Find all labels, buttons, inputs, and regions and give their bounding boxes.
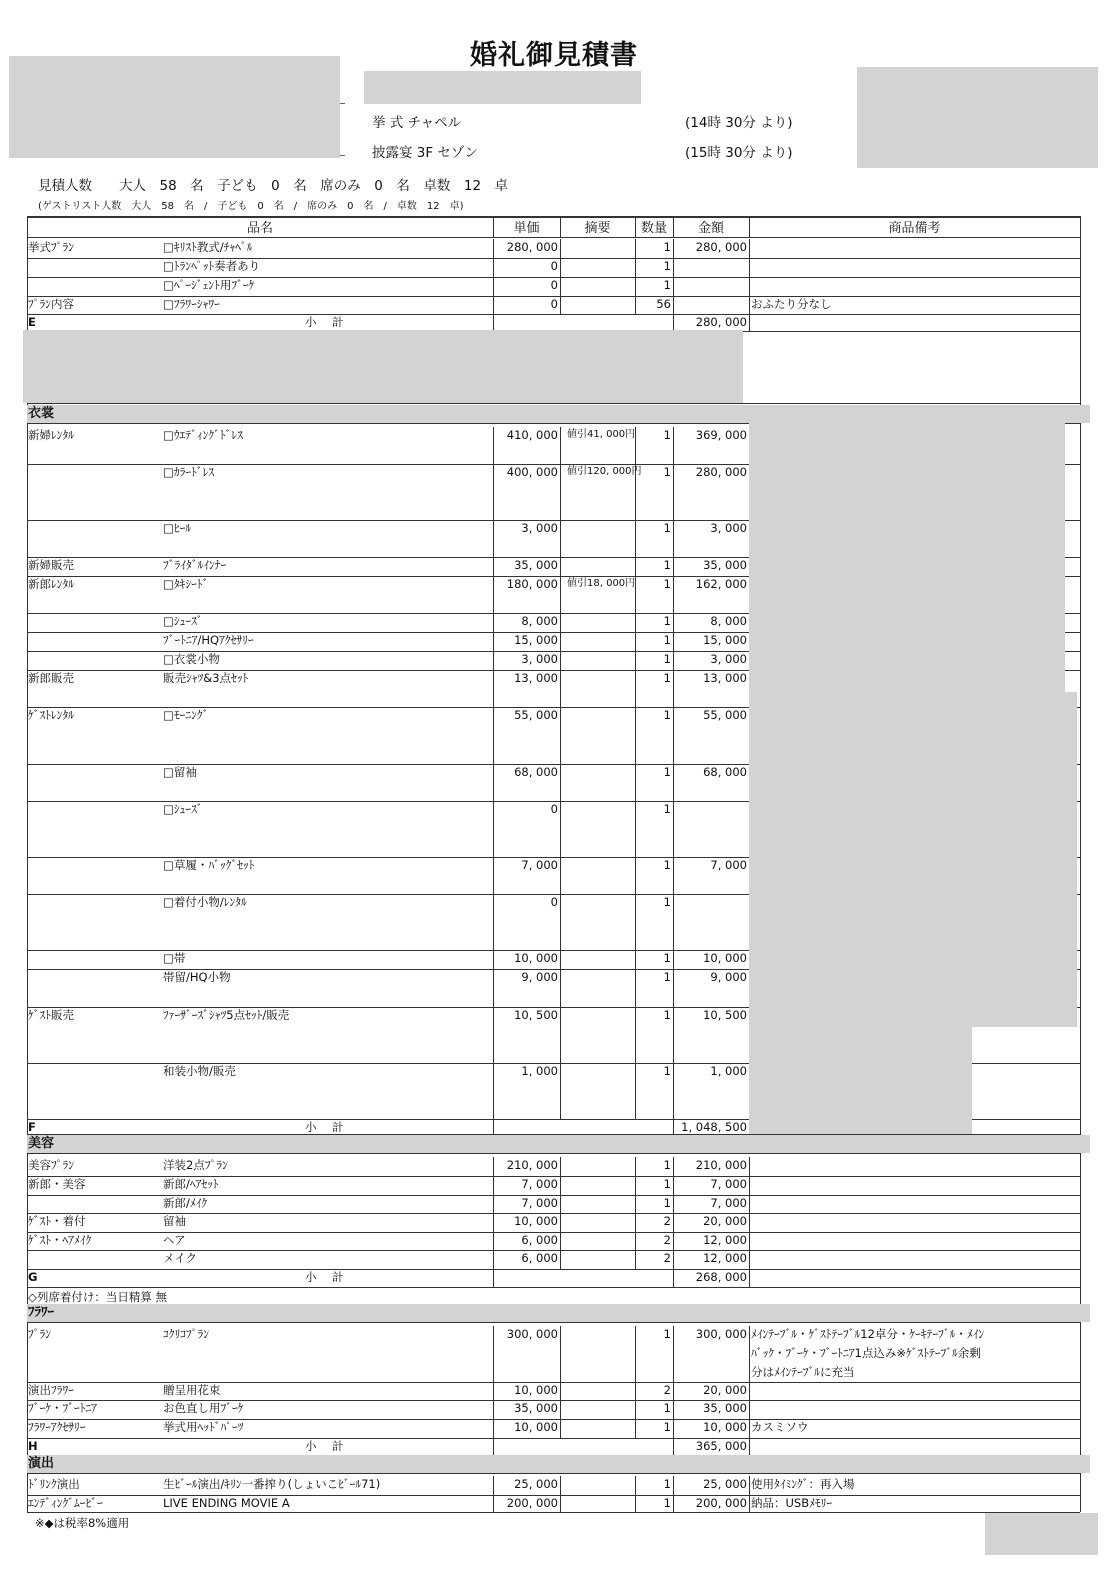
quantity-cell: 1 <box>663 1008 671 1022</box>
header-quantity: 数量 <box>640 221 667 236</box>
item-cell: □ｼｭｰｽﾞ <box>163 614 203 628</box>
item-cell: □ﾄﾗﾝﾍﾟｯﾄ奏者あり <box>163 259 261 273</box>
quantity-cell: 1 <box>663 652 671 666</box>
unit-price-cell: 35, 000 <box>514 1401 558 1415</box>
item-cell: 新郎/ﾒｲｸ <box>163 1196 208 1210</box>
unit-price-cell: 13, 000 <box>514 671 558 685</box>
quantity-cell: 1 <box>663 708 671 722</box>
cell-divider <box>560 1495 561 1512</box>
subtotal-amount: 280, 000 <box>695 315 747 329</box>
item-cell: ｺｸﾘｺﾌﾟﾗﾝ <box>163 1327 209 1341</box>
amount-cell: 8, 000 <box>710 614 747 628</box>
cell-divider <box>749 1176 750 1195</box>
cell-divider <box>749 296 750 314</box>
quantity-cell: 1 <box>663 614 671 628</box>
amount-cell: 68, 000 <box>703 765 747 779</box>
category-cell: ﾌﾞｰｹ・ﾌﾞｰﾄﾆｱ <box>28 1401 97 1415</box>
ceremony-time: (14時 30分 より) <box>685 115 793 131</box>
amount-cell: 35, 000 <box>703 558 747 572</box>
tax-note: ※◆は税率8%適用 <box>35 1516 130 1530</box>
unit-price-cell: 1, 000 <box>521 1064 558 1078</box>
cell-divider <box>560 764 561 801</box>
cell-divider <box>749 1232 750 1250</box>
redacted-block <box>364 71 641 104</box>
redacted-block <box>749 422 1065 692</box>
amount-cell: 15, 000 <box>703 633 747 647</box>
amount-cell: 10, 500 <box>703 1008 747 1022</box>
category-cell: ｹﾞｽﾄ・着付 <box>28 1214 86 1228</box>
item-cell: ﾌｧｰｻﾞｰｽﾞｼｬﾂ5点ｾｯﾄ/販売 <box>163 1008 290 1022</box>
quantity-cell: 1 <box>663 259 671 273</box>
cell-divider <box>560 857 561 894</box>
unit-price-cell: 3, 000 <box>521 652 558 666</box>
redacted-block <box>857 67 1098 168</box>
category-cell: ﾄﾞﾘﾝｸ演出 <box>28 1477 80 1491</box>
cell-divider <box>749 1419 750 1438</box>
cell-divider <box>560 670 561 707</box>
quantity-cell: 1 <box>663 1420 671 1434</box>
unit-price-cell: 7, 000 <box>521 1177 558 1191</box>
header-divider <box>635 216 636 237</box>
cell-divider <box>749 1495 750 1512</box>
quantity-cell: 1 <box>663 633 671 647</box>
cell-divider <box>749 1157 750 1176</box>
remarks-cell: 使用ﾀｲﾐﾝｸﾞ：再入場 <box>751 1477 855 1491</box>
cell-divider <box>560 296 561 314</box>
quantity-cell: 1 <box>663 671 671 685</box>
flower-top <box>27 1322 1080 1323</box>
amount-cell: 12, 000 <box>703 1251 747 1265</box>
cell-divider <box>493 314 494 331</box>
unit-price-cell: 0 <box>550 259 558 273</box>
item-cell: 洋装2点ﾌﾟﾗﾝ <box>163 1158 228 1172</box>
item-cell: □ﾋｰﾙ <box>163 521 192 535</box>
item-cell: ﾌﾞｰﾄﾆｱ/HQｱｸｾｻﾘｰ <box>163 633 254 647</box>
quantity-cell: 1 <box>663 1401 671 1415</box>
amount-cell: 10, 000 <box>703 1420 747 1434</box>
summary-cell: 値引41, 000円 <box>567 429 636 440</box>
redacted-block <box>985 1513 1098 1555</box>
item-cell: お色直し用ﾌﾞｰｹ <box>163 1401 244 1415</box>
item-cell: 帯留/HQ小物 <box>163 970 231 984</box>
cell-divider <box>749 1382 750 1400</box>
unit-price-cell: 10, 000 <box>514 1214 558 1228</box>
subtotal-code: E <box>28 315 36 329</box>
quantity-cell: 1 <box>663 428 671 442</box>
quantity-cell: 1 <box>663 1327 671 1341</box>
cell-divider <box>749 1438 750 1455</box>
performance-top <box>27 1473 1080 1474</box>
amount-cell: 369, 000 <box>695 428 747 442</box>
quantity-cell: 1 <box>663 765 671 779</box>
subtotal-amount: 268, 000 <box>695 1270 747 1284</box>
unit-price-cell: 0 <box>550 802 558 816</box>
cell-divider <box>749 1269 750 1287</box>
cell-divider <box>749 1400 750 1419</box>
remarks-cell-line3: 分はﾒｲﾝﾃｰﾌﾞﾙに充当 <box>751 1365 855 1379</box>
summary-cell: 値引18, 000円 <box>567 578 636 589</box>
category-cell: 挙式ﾌﾟﾗﾝ <box>28 240 74 254</box>
amount-cell: 12, 000 <box>703 1233 747 1247</box>
amount-cell: 20, 000 <box>703 1383 747 1397</box>
headcount-line: 見積人数 大人 58 名 子ども 0 名 席のみ 0 名 卓数 12 卓 <box>38 178 509 194</box>
subtotal-top-rule <box>27 1438 1080 1439</box>
amount-cell: 35, 000 <box>703 1401 747 1415</box>
unit-price-cell: 10, 000 <box>514 1383 558 1397</box>
amount-cell: 7, 000 <box>710 1196 747 1210</box>
unit-price-cell: 3, 000 <box>521 521 558 535</box>
header-divider <box>493 216 494 237</box>
cell-divider <box>493 1269 494 1287</box>
header-bottom-border <box>27 237 1080 238</box>
cell-divider <box>560 1007 561 1063</box>
amount-cell: 300, 000 <box>695 1327 747 1341</box>
amount-cell: 9, 000 <box>710 970 747 984</box>
amount-cell: 25, 000 <box>703 1477 747 1491</box>
quantity-cell: 1 <box>663 278 671 292</box>
category-cell: ﾌﾟﾗﾝ内容 <box>28 297 74 311</box>
unit-price-cell: 6, 000 <box>521 1251 558 1265</box>
item-cell: □留袖 <box>163 765 197 779</box>
section-flower: ﾌﾗﾜｰ <box>27 1304 1090 1322</box>
category-cell: 新郎販売 <box>28 671 74 685</box>
item-cell: □ﾓｰﾆﾝｸﾞ <box>163 708 209 722</box>
remarks-cell-line2: ﾊﾞｯｸ・ﾌﾞｰｹ・ﾌﾞｰﾄﾆｱ1点込み※ｹﾞｽﾄﾃｰﾌﾞﾙ余剰 <box>751 1346 981 1360</box>
redacted-block <box>23 330 743 403</box>
unit-price-cell: 10, 000 <box>514 1420 558 1434</box>
quantity-cell: 1 <box>663 1477 671 1491</box>
quantity-cell: 1 <box>663 577 671 591</box>
cell-divider <box>493 1438 494 1455</box>
header-amount: 金額 <box>697 221 724 236</box>
subtotal-label: 小 計 <box>305 1120 346 1134</box>
quantity-cell: 1 <box>663 858 671 872</box>
cell-divider <box>560 632 561 651</box>
amount-cell: 3, 000 <box>710 652 747 666</box>
amount-cell: 280, 000 <box>695 465 747 479</box>
quantity-cell: 1 <box>663 1064 671 1078</box>
unit-price-cell: 55, 000 <box>514 708 558 722</box>
category-cell: 新婦ﾚﾝﾀﾙ <box>28 428 74 442</box>
unit-price-cell: 180, 000 <box>506 577 558 591</box>
cell-divider <box>749 239 750 258</box>
summary-cell: 値引120, 000円 <box>567 466 642 477</box>
cell-divider <box>560 427 561 464</box>
cell-divider <box>560 707 561 764</box>
item-cell: ヘア <box>163 1233 186 1247</box>
subtotal-top-rule <box>27 314 1080 315</box>
guestlist-line: (ゲストリスト人数 大人 58 名 / 子ども 0 名 / 席のみ 0 名 / 卓数 12 卓) <box>38 201 464 212</box>
category-cell: 新郎ﾚﾝﾀﾙ <box>28 577 74 591</box>
cell-divider <box>560 464 561 520</box>
unit-price-cell: 6, 000 <box>521 1233 558 1247</box>
item-cell: ﾌﾞﾗｲﾀﾞﾙｲﾝﾅｰ <box>163 558 227 572</box>
item-cell: □衣裳小物 <box>163 652 220 666</box>
amount-cell: 200, 000 <box>695 1496 747 1510</box>
unit-price-cell: 0 <box>550 278 558 292</box>
cell-divider <box>560 894 561 950</box>
table-top-border <box>27 216 1080 218</box>
cell-divider <box>560 239 561 258</box>
cell-divider <box>560 1326 561 1382</box>
cell-divider <box>673 277 674 296</box>
category-cell: 演出ﾌﾗﾜｰ <box>28 1383 74 1397</box>
cell-divider <box>560 258 561 277</box>
kitsuke-note: ◇列席着付け：当日精算 無 <box>28 1290 167 1304</box>
cell-divider <box>560 1176 561 1195</box>
category-cell: ﾌﾟﾗﾝ <box>28 1327 51 1341</box>
item-cell: 挙式用ﾍｯﾄﾞﾊﾟｰﾂ <box>163 1420 244 1434</box>
cell-divider <box>560 1382 561 1400</box>
quantity-cell: 1 <box>663 521 671 535</box>
quantity-cell: 1 <box>663 951 671 965</box>
unit-price-cell: 35, 000 <box>514 558 558 572</box>
amount-cell: 280, 000 <box>695 240 747 254</box>
ceremony-label: 挙 式 チャペル <box>372 115 462 131</box>
header-unit-price: 単価 <box>513 221 540 236</box>
unit-price-cell: 7, 000 <box>521 1196 558 1210</box>
unit-price-cell: 0 <box>550 297 558 311</box>
cell-divider <box>673 894 674 950</box>
cell-divider <box>560 1476 561 1495</box>
quantity-cell: 1 <box>663 1196 671 1210</box>
underline <box>340 155 345 156</box>
cell-divider <box>749 1213 750 1232</box>
amount-cell: 7, 000 <box>710 858 747 872</box>
amount-cell: 3, 000 <box>710 521 747 535</box>
header-remarks: 商品備考 <box>888 221 941 236</box>
cell-divider <box>560 801 561 857</box>
cell-divider <box>673 801 674 857</box>
subtotal-label: 小 計 <box>305 1270 346 1284</box>
subtotal-top-rule <box>27 1269 1080 1270</box>
item-cell: 生ﾋﾞｰﾙ演出/ｷﾘﾝ一番搾り(しょいこﾋﾞｰﾙ71) <box>163 1477 381 1491</box>
unit-price-cell: 7, 000 <box>521 858 558 872</box>
header-item: 品名 <box>246 221 273 236</box>
amount-cell: 7, 000 <box>710 1177 747 1191</box>
item-cell: 和装小物/販売 <box>163 1064 236 1078</box>
unit-price-cell: 300, 000 <box>506 1327 558 1341</box>
cell-divider <box>560 969 561 1007</box>
cell-divider <box>560 1419 561 1438</box>
item-cell: □ｷﾘｽﾄ教式/ﾁｬﾍﾟﾙ <box>163 240 253 254</box>
remarks-cell: 納品：USBﾒﾓﾘｰ <box>751 1496 833 1510</box>
item-cell: 留袖 <box>163 1214 186 1228</box>
quantity-cell: 1 <box>663 1177 671 1191</box>
category-cell: 新婦販売 <box>28 558 74 572</box>
unit-price-cell: 400, 000 <box>506 465 558 479</box>
cell-divider <box>560 1157 561 1176</box>
quantity-cell: 1 <box>663 240 671 254</box>
cell-divider <box>673 296 674 314</box>
subtotal-label: 小 計 <box>305 1439 346 1453</box>
item-cell: メイク <box>163 1251 198 1265</box>
cell-divider <box>560 576 561 613</box>
item-cell: 贈呈用花束 <box>163 1383 221 1397</box>
category-cell: 新郎・美容 <box>28 1177 86 1191</box>
cell-divider <box>673 258 674 277</box>
cell-divider <box>560 613 561 632</box>
cell-divider <box>560 1195 561 1213</box>
amount-cell: 55, 000 <box>703 708 747 722</box>
subtotal-amount: 1, 048, 500 <box>681 1120 747 1134</box>
subtotal-amount: 365, 000 <box>695 1439 747 1453</box>
section-performance: 演出 <box>27 1455 1090 1473</box>
unit-price-cell: 68, 000 <box>514 765 558 779</box>
header-summary: 摘要 <box>584 221 611 236</box>
remarks-cell: おふたり分なし <box>751 297 832 311</box>
quantity-cell: 2 <box>663 1233 671 1247</box>
item-cell: □ｳｴﾃﾞｨﾝｸﾞﾄﾞﾚｽ <box>163 428 243 442</box>
item-cell: □ｼｭｰｽﾞ <box>163 802 203 816</box>
category-cell: ｴﾝﾃﾞｨﾝｸﾞﾑｰﾋﾞｰ <box>28 1496 103 1510</box>
category-cell: 美容ﾌﾟﾗﾝ <box>28 1158 74 1172</box>
cell-divider <box>560 1250 561 1269</box>
amount-cell: 13, 000 <box>703 671 747 685</box>
subtotal-code: H <box>28 1439 38 1453</box>
item-cell: □草履・ﾊﾞｯｸﾞｾｯﾄ <box>163 858 255 872</box>
cell-divider <box>560 1213 561 1232</box>
header-divider <box>673 216 674 237</box>
amount-cell: 210, 000 <box>695 1158 747 1172</box>
item-cell: 販売ｼｬﾂ&3点ｾｯﾄ <box>163 671 249 685</box>
unit-price-cell: 10, 000 <box>514 951 558 965</box>
cell-divider <box>560 1063 561 1119</box>
item-cell: □ｶﾗｰﾄﾞﾚｽ <box>163 465 215 479</box>
unit-price-cell: 15, 000 <box>514 633 558 647</box>
cell-divider <box>560 277 561 296</box>
header-divider <box>560 216 561 237</box>
redacted-block <box>749 692 1077 1027</box>
subtotal-rule <box>27 1287 1080 1288</box>
cell-divider <box>749 1195 750 1213</box>
quantity-cell: 56 <box>656 297 671 311</box>
quantity-cell: 1 <box>663 465 671 479</box>
cell-divider <box>493 1119 494 1134</box>
redacted-block <box>9 56 340 158</box>
quantity-cell: 1 <box>663 895 671 909</box>
cell-divider <box>560 950 561 969</box>
header-divider <box>749 216 750 237</box>
remarks-cell: カスミソウ <box>751 1420 809 1434</box>
amount-cell: 162, 000 <box>695 577 747 591</box>
cell-divider <box>749 258 750 277</box>
quantity-cell: 2 <box>663 1251 671 1265</box>
cell-divider <box>749 1250 750 1269</box>
subtotal-label: 小 計 <box>305 315 346 329</box>
cell-divider <box>749 277 750 296</box>
unit-price-cell: 410, 000 <box>506 428 558 442</box>
cell-divider <box>749 1326 750 1382</box>
amount-cell: 20, 000 <box>703 1214 747 1228</box>
quantity-cell: 2 <box>663 1383 671 1397</box>
cell-divider <box>560 1400 561 1419</box>
quantity-cell: 1 <box>663 970 671 984</box>
category-cell: ｹﾞｽﾄ・ﾍｱﾒｲｸ <box>28 1233 92 1247</box>
document-title: 婚礼御見積書 <box>470 40 638 71</box>
category-cell: ｹﾞｽﾄ販売 <box>28 1008 74 1022</box>
quantity-cell: 1 <box>663 1496 671 1510</box>
cell-divider <box>560 520 561 557</box>
underline <box>340 103 345 104</box>
section-beauty: 美容 <box>27 1135 1090 1153</box>
unit-price-cell: 10, 500 <box>514 1008 558 1022</box>
reception-label: 披露宴 3F セゾン <box>372 145 478 161</box>
remarks-cell: ﾒｲﾝﾃｰﾌﾞﾙ・ｹﾞｽﾄﾃｰﾌﾞﾙ12卓分・ｹｰｷﾃｰﾌﾞﾙ・ﾒｲﾝ <box>751 1327 985 1341</box>
quantity-cell: 2 <box>663 1214 671 1228</box>
cell-divider <box>749 314 750 331</box>
unit-price-cell: 8, 000 <box>521 614 558 628</box>
amount-cell: 1, 000 <box>710 1064 747 1078</box>
quantity-cell: 1 <box>663 802 671 816</box>
reception-time: (15時 30分 より) <box>685 145 793 161</box>
section-clothing: 衣裳 <box>27 405 1090 423</box>
quantity-cell: 1 <box>663 558 671 572</box>
amount-cell: 10, 000 <box>703 951 747 965</box>
unit-price-cell: 0 <box>550 895 558 909</box>
quantity-cell: 1 <box>663 1158 671 1172</box>
category-cell: ﾌﾗﾜｰｱｸｾｻﾘｰ <box>28 1420 86 1434</box>
unit-price-cell: 280, 000 <box>506 240 558 254</box>
subtotal-code: F <box>28 1120 36 1134</box>
unit-price-cell: 210, 000 <box>506 1158 558 1172</box>
item-cell: □ﾍﾟｰｼﾞｪﾝﾄ用ﾌﾞｰｹ <box>163 278 255 292</box>
row-rule <box>27 1512 1080 1513</box>
item-cell: LIVE ENDING MOVIE A <box>163 1496 290 1510</box>
redaction-bottom <box>27 403 1080 404</box>
beauty-top <box>27 1153 1080 1154</box>
cell-divider <box>560 651 561 670</box>
cell-divider <box>560 1232 561 1250</box>
redacted-block <box>749 1027 972 1134</box>
item-cell: □帯 <box>163 951 186 965</box>
item-cell: 新郎/ﾍｱｾｯﾄ <box>163 1177 219 1191</box>
unit-price-cell: 200, 000 <box>506 1496 558 1510</box>
unit-price-cell: 25, 000 <box>514 1477 558 1491</box>
item-cell: □ﾌﾗﾜｰｼｬﾜｰ <box>163 297 220 311</box>
item-cell: □着付小物/ﾚﾝﾀﾙ <box>163 895 247 909</box>
cell-divider <box>560 557 561 576</box>
unit-price-cell: 9, 000 <box>521 970 558 984</box>
cell-divider <box>749 1476 750 1495</box>
item-cell: □ﾀｷｼｰﾄﾞ <box>163 577 209 591</box>
category-cell: ｹﾞｽﾄﾚﾝﾀﾙ <box>28 708 74 722</box>
subtotal-code: G <box>28 1270 38 1284</box>
